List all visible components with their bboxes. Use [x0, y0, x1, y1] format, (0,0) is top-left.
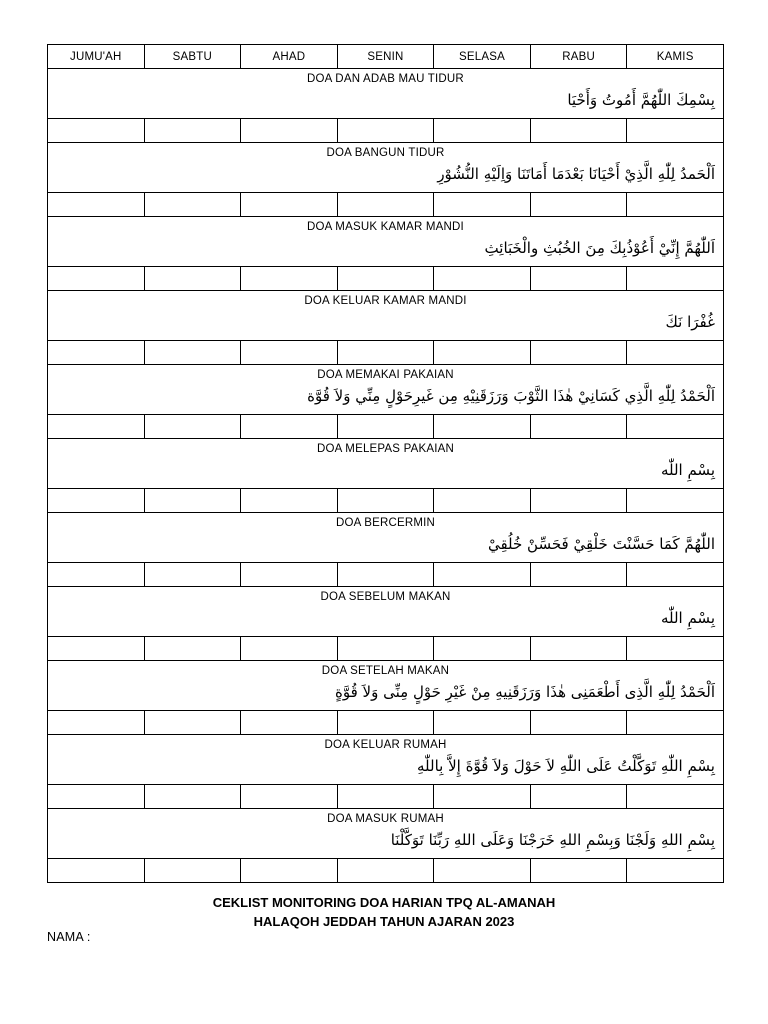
check-cell[interactable] [144, 711, 241, 735]
doa-arabic-text: بِسْمِ اللّٰهِ تَوَكَّلْتُ عَلَى اللّٰهِ لاَ حَوْلَ وَلاَ قُوَّةَ إِلاَّ بِاللّٰهِ [417, 757, 715, 775]
check-cell[interactable] [434, 119, 531, 143]
doa-row [48, 143, 724, 193]
doa-title: DOA KELUAR KAMAR MANDI [304, 295, 467, 307]
checkbox-row [48, 193, 724, 217]
check-cell[interactable] [627, 119, 724, 143]
check-cell[interactable] [241, 785, 338, 809]
doa-arabic-text: بِسْمِكَ اللّٰهُمَّ أَمُوتُ وَأَحْيَا [567, 91, 715, 109]
doa-arabic-text: اَللّٰهُمَّ إِنِّيْ أَعُوْذُبِكَ مِنَ الخُبُثِ والْخَبَائِثِ [484, 239, 715, 257]
check-cell[interactable] [530, 267, 627, 291]
day-header: KAMIS [627, 45, 724, 69]
check-cell[interactable] [337, 563, 434, 587]
doa-row [48, 217, 724, 267]
check-cell[interactable] [434, 341, 531, 365]
check-cell[interactable] [48, 341, 145, 365]
checkbox-row [48, 711, 724, 735]
check-cell[interactable] [627, 785, 724, 809]
doa-cell [48, 291, 724, 341]
check-cell[interactable] [144, 637, 241, 661]
doa-cell [48, 217, 724, 267]
check-cell[interactable] [434, 193, 531, 217]
check-cell[interactable] [337, 341, 434, 365]
checklist-table [47, 44, 724, 883]
day-header: SELASA [434, 45, 531, 69]
check-cell[interactable] [241, 193, 338, 217]
check-cell[interactable] [530, 563, 627, 587]
check-cell[interactable] [530, 119, 627, 143]
check-cell[interactable] [337, 711, 434, 735]
doa-title: DOA MEMAKAI PAKAIAN [317, 369, 454, 381]
check-cell[interactable] [530, 637, 627, 661]
check-cell[interactable] [241, 119, 338, 143]
doa-cell [48, 661, 724, 711]
check-cell[interactable] [241, 859, 338, 883]
doa-title: DOA SETELAH MAKAN [321, 665, 450, 677]
check-cell[interactable] [434, 637, 531, 661]
doa-row [48, 735, 724, 785]
doa-cell [48, 439, 724, 489]
checkbox-row [48, 563, 724, 587]
check-cell[interactable] [48, 637, 145, 661]
check-cell[interactable] [627, 193, 724, 217]
doa-title: DOA SEBELUM MAKAN [320, 591, 451, 603]
check-cell[interactable] [627, 489, 724, 513]
doa-cell [48, 735, 724, 785]
checklist-body [48, 69, 724, 883]
check-cell[interactable] [48, 267, 145, 291]
check-cell[interactable] [627, 563, 724, 587]
doa-arabic-text: اَلْحَمْدُ لِلّٰهِ الَّذِي كَسَانِيْ هٰذَا الثَّوْبَ وَرَزَقَنِيْهِ مِن غَيرِحَوْلٍ مِنِّي وَلاَ قُوَّة [307, 387, 715, 405]
check-cell[interactable] [144, 193, 241, 217]
check-cell[interactable] [337, 267, 434, 291]
check-cell[interactable] [627, 711, 724, 735]
nama-label: NAMA : [47, 930, 91, 944]
doa-cell [48, 365, 724, 415]
checkbox-row [48, 785, 724, 809]
check-cell[interactable] [337, 637, 434, 661]
doa-row [48, 365, 724, 415]
day-header: JUMU'AH [48, 45, 145, 69]
days-header-row [48, 45, 724, 69]
doa-title: DOA MELEPAS PAKAIAN [317, 443, 454, 455]
footer-title-line-2: HALAQOH JEDDAH TAHUN AJARAN 2023 [253, 914, 515, 929]
day-header: AHAD [241, 45, 338, 69]
check-cell[interactable] [48, 785, 145, 809]
doa-arabic-text: بِسْمِ اللّٰه [660, 461, 715, 479]
check-cell[interactable] [241, 341, 338, 365]
checkbox-row [48, 859, 724, 883]
check-cell[interactable] [48, 489, 145, 513]
check-cell[interactable] [48, 415, 145, 439]
check-cell[interactable] [627, 859, 724, 883]
doa-row [48, 661, 724, 711]
check-cell[interactable] [48, 563, 145, 587]
doa-arabic-text: اَلْحَمدُ لِلّٰهِ الَّذِيْ أَحْيَانَا بَعْدَمَا أَمَاتَنَا وَاِلَيْهِ النُّشُوْرِ [437, 165, 715, 183]
checkbox-row [48, 489, 724, 513]
doa-arabic-text: بِسْمِ اللّٰه [660, 609, 715, 627]
check-cell[interactable] [530, 711, 627, 735]
check-cell[interactable] [144, 859, 241, 883]
check-cell[interactable] [144, 563, 241, 587]
check-cell[interactable] [434, 711, 531, 735]
check-cell[interactable] [241, 415, 338, 439]
check-cell[interactable] [434, 267, 531, 291]
check-cell[interactable] [48, 859, 145, 883]
doa-row [48, 291, 724, 341]
doa-cell [48, 809, 724, 859]
doa-cell [48, 69, 724, 119]
check-cell[interactable] [337, 785, 434, 809]
doa-arabic-text: اللّٰهُمَّ كَمَا حَسَّنْتَ خَلْقِيْ فَحَسِّنْ خُلُقِيْ [487, 535, 715, 553]
checkbox-row [48, 119, 724, 143]
doa-row [48, 587, 724, 637]
check-cell[interactable] [530, 785, 627, 809]
check-cell[interactable] [337, 193, 434, 217]
check-cell[interactable] [144, 489, 241, 513]
check-cell[interactable] [434, 785, 531, 809]
checkbox-row [48, 415, 724, 439]
doa-cell [48, 143, 724, 193]
check-cell[interactable] [627, 267, 724, 291]
doa-cell [48, 587, 724, 637]
doa-title: DOA BANGUN TIDUR [326, 147, 445, 159]
check-cell[interactable] [530, 193, 627, 217]
doa-row [48, 809, 724, 859]
doa-arabic-text: بِسْمِ اللهِ وَلَجْنَا وَبِسْمِ اللهِ خَرَجْنَا وَعَلَى اللهِ رَبِّنَا تَوَكَّلْنَا [390, 831, 715, 849]
check-cell[interactable] [48, 193, 145, 217]
check-cell[interactable] [144, 119, 241, 143]
check-cell[interactable] [530, 415, 627, 439]
doa-title: DOA KELUAR RUMAH [324, 739, 447, 751]
check-cell[interactable] [241, 563, 338, 587]
check-cell[interactable] [337, 119, 434, 143]
doa-title: DOA BERCERMIN [335, 517, 436, 529]
check-cell[interactable] [434, 415, 531, 439]
check-cell[interactable] [434, 489, 531, 513]
footer-title [0, 893, 768, 931]
doa-title: DOA DAN ADAB MAU TIDUR [307, 73, 464, 85]
check-cell[interactable] [144, 341, 241, 365]
check-cell[interactable] [48, 711, 145, 735]
doa-cell [48, 513, 724, 563]
doa-title: DOA MASUK RUMAH [327, 813, 444, 825]
checkbox-row [48, 267, 724, 291]
check-cell[interactable] [144, 785, 241, 809]
check-cell[interactable] [337, 859, 434, 883]
check-cell[interactable] [434, 859, 531, 883]
check-cell[interactable] [337, 415, 434, 439]
doa-row [48, 513, 724, 563]
checklist-sheet [47, 44, 724, 883]
checkbox-row [48, 341, 724, 365]
check-cell[interactable] [241, 711, 338, 735]
doa-row [48, 69, 724, 119]
check-cell[interactable] [337, 489, 434, 513]
check-cell[interactable] [241, 489, 338, 513]
check-cell[interactable] [627, 341, 724, 365]
check-cell[interactable] [627, 637, 724, 661]
doa-arabic-text: اَلْحَمْدُ لِلّٰهِ الَّذِى أَطْعَمَنِى هٰذَا وَرَزَقَنِيهِ مِنْ غَيْرِ حَوْلٍ مِنِّى وَلاَ قُوَّةٍ [335, 683, 715, 701]
doa-title: DOA MASUK KAMAR MANDI [307, 221, 464, 233]
doa-row [48, 439, 724, 489]
check-cell[interactable] [530, 489, 627, 513]
day-header: SABTU [144, 45, 241, 69]
day-header: SENIN [337, 45, 434, 69]
check-cell[interactable] [627, 415, 724, 439]
check-cell[interactable] [241, 637, 338, 661]
check-cell[interactable] [530, 341, 627, 365]
check-cell[interactable] [241, 267, 338, 291]
day-header: RABU [530, 45, 627, 69]
footer-title-line-1: CEKLIST MONITORING DOA HARIAN TPQ AL-AMANAH [212, 895, 556, 910]
doa-arabic-text: غُفْرَا نَكَ [665, 313, 715, 331]
check-cell[interactable] [144, 415, 241, 439]
check-cell[interactable] [530, 859, 627, 883]
check-cell[interactable] [144, 267, 241, 291]
checkbox-row [48, 637, 724, 661]
check-cell[interactable] [48, 119, 145, 143]
check-cell[interactable] [434, 563, 531, 587]
